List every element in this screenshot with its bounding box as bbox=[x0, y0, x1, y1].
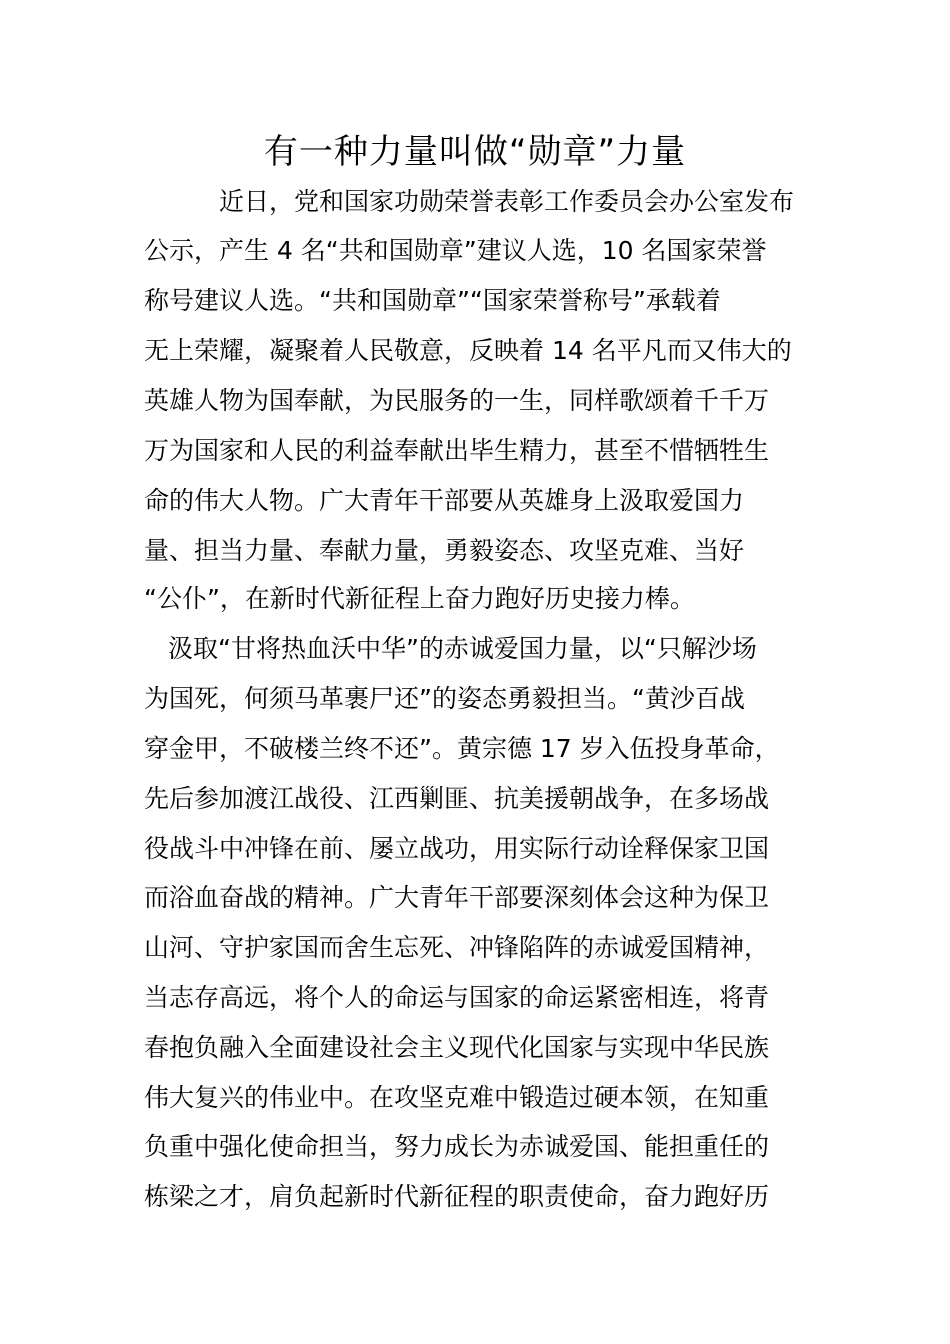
text-line: 为国死，何须马革裹尸还”的姿态勇毅担当。“黄沙百战 bbox=[144, 684, 745, 713]
text-line: 春抱负融入全面建设社会主义现代化国家与实现中华民族 bbox=[144, 1033, 770, 1062]
text-line: 近日，党和国家功勋荣誉表彰工作委员会办公室发布 bbox=[219, 187, 795, 216]
text-line: 山河、守护家国而舍生忘死、冲锋陷阵的赤诚爱国精神， bbox=[144, 933, 770, 962]
text-line: 万为国家和人民的利益奉献出毕生精力，甚至不惜牺牲生 bbox=[144, 436, 770, 465]
document-title: 有一种力量叫做“勋章”力量 bbox=[263, 132, 687, 172]
text-line: 无上荣耀，凝聚着人民敬意，反映着 14 名平凡而又伟大的 bbox=[144, 336, 792, 365]
text-line: 称号建议人选。“共和国勋章”“国家荣誉称号”承载着 bbox=[144, 286, 721, 315]
text-line: 先后参加渡江战役、江西剿匪、抗美援朝战争，在多场战 bbox=[144, 784, 770, 813]
text-line: 公示，产生 4 名“共和国勋章”建议人选，10 名国家荣誉 bbox=[144, 236, 767, 265]
text-line: 命的伟大人物。广大青年干部要从英雄身上汲取爱国力 bbox=[144, 486, 745, 515]
text-line: 栋梁之才，肩负起新时代新征程的职责使命，奋力跑好历 bbox=[144, 1182, 770, 1211]
text-line: 量、担当力量、奉献力量，勇毅姿态、攻坚克难、当好 bbox=[144, 536, 745, 565]
text-line: 役战斗中冲锋在前、屡立战功，用实际行动诠释保家卫国 bbox=[144, 834, 770, 863]
text-line: 汲取“甘将热血沃中华”的赤诚爱国力量，以“只解沙场 bbox=[168, 634, 757, 663]
text-line: 穿金甲，不破楼兰终不还”。黄宗德 17 岁入伍投身革命， bbox=[144, 734, 780, 763]
text-line: 当志存高远，将个人的命运与国家的命运紧密相连，将青 bbox=[144, 983, 770, 1012]
text-line: 而浴血奋战的精神。广大青年干部要深刻体会这种为保卫 bbox=[144, 883, 770, 912]
text-line: 英雄人物为国奉献，为民服务的一生，同样歌颂着千千万 bbox=[144, 386, 770, 415]
text-line: 负重中强化使命担当，努力成长为赤诚爱国、能担重任的 bbox=[144, 1132, 770, 1161]
text-line: “公仆”，在新时代新征程上奋力跑好历史接力棒。 bbox=[144, 584, 695, 613]
text-line: 伟大复兴的伟业中。在攻坚克难中锻造过硬本领，在知重 bbox=[144, 1083, 770, 1112]
